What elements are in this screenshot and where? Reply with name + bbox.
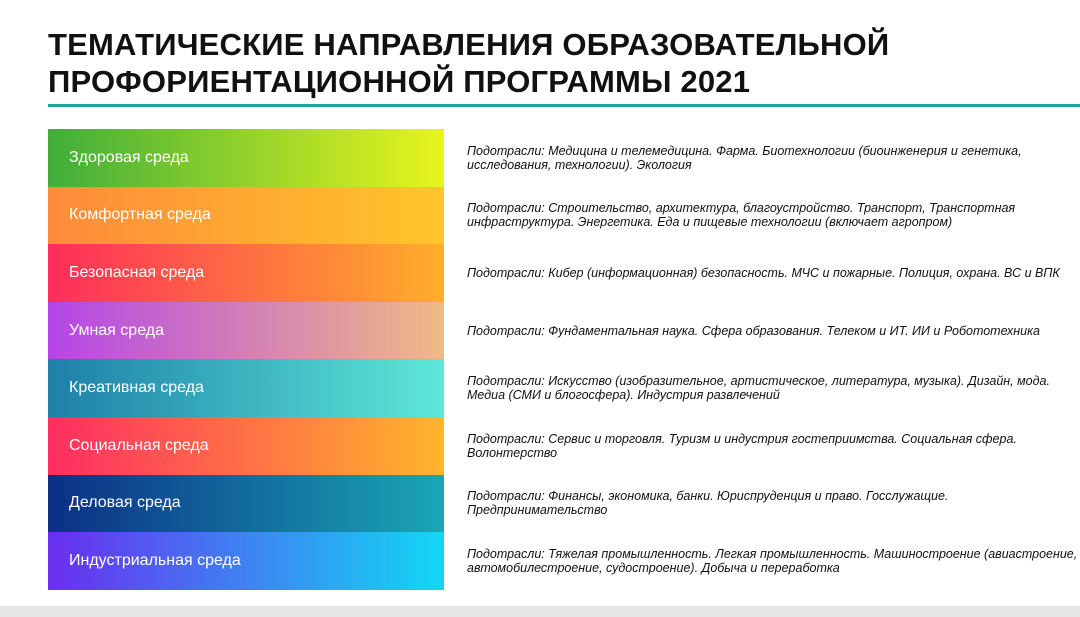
direction-band: [48, 129, 444, 187]
direction-row-creative: [48, 359, 1080, 417]
direction-description: [467, 302, 1079, 360]
direction-band: [48, 475, 444, 533]
title-line-1: ТЕМАТИЧЕСКИЕ НАПРАВЛЕНИЯ ОБРАЗОВАТЕЛЬНОЙ: [48, 27, 890, 62]
direction-label: Безопасная среда: [69, 263, 205, 281]
direction-label: Креативная среда: [69, 379, 204, 397]
title-line-2: ПРОФОРИЕНТАЦИОННОЙ ПРОГРАММЫ 2021: [48, 64, 751, 99]
direction-row-industrial: [48, 532, 1080, 590]
description-text: Подотрасли: Медицина и телемедицина. Фарма. Биотехнологии (биоинженерия и генетика, исследования, технологии). Экология: [467, 143, 1022, 172]
direction-label: Комфортная среда: [69, 206, 211, 224]
direction-row-health: [48, 129, 1080, 187]
direction-description: [467, 532, 1079, 590]
description-text: Подотрасли: Строительство, архитектура, благоустройство. Транспорт, Транспортная инфраструктура. Энергетика. Еда и пищевые технологии (включает агропром): [467, 201, 1016, 230]
description-text: Подотрасли: Искусство (изобразительное, артистическое, литература, музыка). Дизайн, мода. Медиа (СМИ и блогосфера). Индустрия развлечений: [467, 374, 1050, 403]
page-title: [48, 26, 1048, 100]
direction-description: [467, 187, 1079, 245]
direction-description: [467, 129, 1079, 187]
description-text: Подотрасли: Кибер (информационная) безопасность. МЧС и пожарные. Полиция, охрана. ВС и ВПК: [467, 265, 1060, 280]
direction-row-comfort: [48, 187, 1080, 245]
direction-row-business: [48, 475, 1080, 533]
direction-label: Деловая среда: [69, 494, 181, 512]
description-text: Подотрасли: Сервис и торговля. Туризм и индустрия гостеприимства. Социальная сфера. Волонтерство: [467, 431, 1017, 460]
direction-label: Индустриальная среда: [69, 551, 241, 569]
direction-row-smart: [48, 302, 1080, 360]
bottom-strip: [0, 606, 1080, 617]
direction-label: Умная среда: [69, 321, 164, 339]
direction-label: Социальная среда: [69, 436, 209, 454]
direction-description: [467, 475, 1079, 533]
direction-band: [48, 532, 444, 590]
description-text: Подотрасли: Фундаментальная наука. Сфера образования. Телеком и ИТ. ИИ и Робототехника: [467, 323, 1040, 338]
direction-label: Здоровая среда: [69, 148, 189, 166]
direction-row-safety: [48, 244, 1080, 302]
direction-row-social: [48, 417, 1080, 475]
title-underline: [48, 104, 1080, 107]
direction-band: [48, 417, 444, 475]
directions-list: [48, 129, 1080, 590]
direction-description: [467, 359, 1079, 417]
direction-band: [48, 244, 444, 302]
direction-description: [467, 244, 1079, 302]
direction-description: [467, 417, 1079, 475]
description-text: Подотрасли: Финансы, экономика, банки. Юриспруденция и право. Госслужащие. Предпринимательство: [467, 489, 949, 518]
direction-band: [48, 187, 444, 245]
direction-band: [48, 359, 444, 417]
direction-band: [48, 302, 444, 360]
description-text: Подотрасли: Тяжелая промышленность. Легкая промышленность. Машиностроение (авиастроение, автомобилестроение, судостроение). Добыча и переработка: [467, 546, 1078, 575]
